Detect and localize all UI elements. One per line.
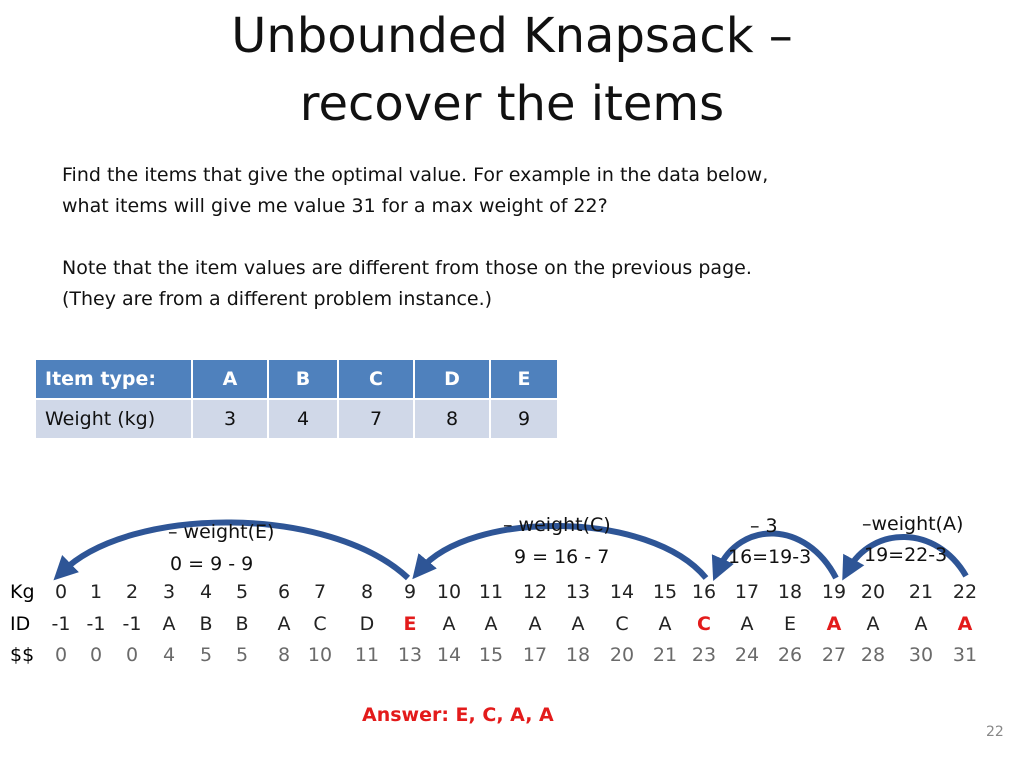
weight-e-label: – weight(E): [168, 521, 275, 543]
id-cell: -1: [86, 613, 106, 635]
kg-cell: 16: [691, 581, 717, 603]
id-cell: A: [277, 613, 291, 635]
kg-cell: 7: [313, 581, 327, 603]
weight-a-label: –weight(A): [862, 513, 964, 535]
item-type-cell: C: [339, 360, 413, 398]
item-type-cell: D: [415, 360, 489, 398]
weight-e-formula: 0 = 9 - 9: [170, 553, 254, 575]
value-cell: 11: [354, 644, 380, 666]
id-cell-selected: A: [826, 613, 842, 635]
intro-line-1: Find the items that give the optimal value. For example in the data below,: [62, 164, 769, 186]
kg-cell: 1: [89, 581, 103, 603]
id-cell: A: [162, 613, 176, 635]
item-type-cell: A: [193, 360, 267, 398]
value-cell: 4: [162, 644, 176, 666]
kg-cell: 19: [821, 581, 847, 603]
weight-cell: 7: [339, 400, 413, 438]
id-row-label: ID: [10, 613, 31, 635]
value-cell: 31: [952, 644, 978, 666]
id-cell: A: [658, 613, 672, 635]
weight-cell: 8: [415, 400, 489, 438]
weight-a-step-formula: 16=19-3: [728, 546, 812, 568]
item-type-cell: E: [491, 360, 557, 398]
kg-cell: 15: [652, 581, 678, 603]
value-cell: 28: [860, 644, 886, 666]
value-cell: 21: [652, 644, 678, 666]
id-cell: C: [313, 613, 327, 635]
value-cell: 20: [609, 644, 635, 666]
kg-cell: 13: [565, 581, 591, 603]
kg-cell: 6: [277, 581, 291, 603]
value-cell: 5: [199, 644, 213, 666]
weight-cell: 9: [491, 400, 557, 438]
id-cell: A: [484, 613, 498, 635]
kg-cell: 3: [162, 581, 176, 603]
value-cell: 0: [89, 644, 103, 666]
value-cell: 23: [691, 644, 717, 666]
id-cell-selected: C: [697, 613, 711, 635]
value-cell: 0: [54, 644, 68, 666]
id-cell: A: [571, 613, 585, 635]
id-cell: -1: [51, 613, 71, 635]
id-cell: -1: [122, 613, 142, 635]
intro-line-2: what items will give me value 31 for a max weight of 22?: [62, 195, 608, 217]
value-cell: 10: [307, 644, 333, 666]
value-cell: 15: [478, 644, 504, 666]
id-cell: E: [783, 613, 796, 635]
id-cell: A: [442, 613, 456, 635]
id-cell: B: [235, 613, 249, 635]
id-cell: A: [740, 613, 754, 635]
kg-cell: 12: [522, 581, 548, 603]
item-type-label: Item type:: [36, 360, 191, 398]
value-row-label: $$: [10, 644, 35, 666]
weight-c-label: – weight(C): [503, 514, 611, 536]
id-cell: D: [359, 613, 375, 635]
item-type-cell: B: [269, 360, 337, 398]
id-cell: A: [914, 613, 928, 635]
value-cell: 14: [436, 644, 462, 666]
id-cell: B: [199, 613, 213, 635]
kg-cell: 8: [360, 581, 374, 603]
kg-cell: 10: [436, 581, 462, 603]
kg-cell: 17: [734, 581, 760, 603]
kg-cell: 22: [952, 581, 978, 603]
value-cell: 27: [821, 644, 847, 666]
value-cell: 17: [522, 644, 548, 666]
value-cell: 13: [397, 644, 423, 666]
note-line-1: Note that the item values are different from those on the previous page.: [62, 257, 752, 279]
value-cell: 30: [908, 644, 934, 666]
value-cell: 24: [734, 644, 760, 666]
page-number: 22: [986, 724, 1004, 740]
weight-cell: 3: [193, 400, 267, 438]
weight-label: Weight (kg): [36, 400, 191, 438]
kg-cell: 2: [125, 581, 139, 603]
answer-text: Answer: E, C, A, A: [362, 704, 554, 726]
kg-cell: 11: [478, 581, 504, 603]
kg-cell: 21: [908, 581, 934, 603]
weight-a-formula: 19=22-3: [864, 544, 948, 566]
value-cell: 5: [235, 644, 249, 666]
value-cell: 0: [125, 644, 139, 666]
kg-cell: 9: [403, 581, 417, 603]
value-cell: 8: [277, 644, 291, 666]
kg-cell: 20: [860, 581, 886, 603]
weight-c-formula: 9 = 16 - 7: [514, 546, 610, 568]
kg-cell: 5: [235, 581, 249, 603]
kg-cell: 18: [777, 581, 803, 603]
kg-cell: 14: [609, 581, 635, 603]
kg-cell: 0: [54, 581, 68, 603]
id-cell-selected: A: [957, 613, 973, 635]
title-line-2: recover the items: [299, 76, 725, 132]
value-cell: 26: [777, 644, 803, 666]
id-cell: A: [528, 613, 542, 635]
id-cell: C: [615, 613, 629, 635]
id-cell-selected: E: [403, 613, 417, 635]
kg-cell: 4: [199, 581, 213, 603]
weight-a-step-label: – 3: [750, 515, 778, 537]
weight-cell: 4: [269, 400, 337, 438]
id-cell: A: [866, 613, 880, 635]
value-cell: 18: [565, 644, 591, 666]
title-line-1: Unbounded Knapsack –: [231, 8, 793, 64]
note-line-2: (They are from a different problem instance.): [62, 288, 493, 310]
kg-row-label: Kg: [10, 581, 35, 603]
